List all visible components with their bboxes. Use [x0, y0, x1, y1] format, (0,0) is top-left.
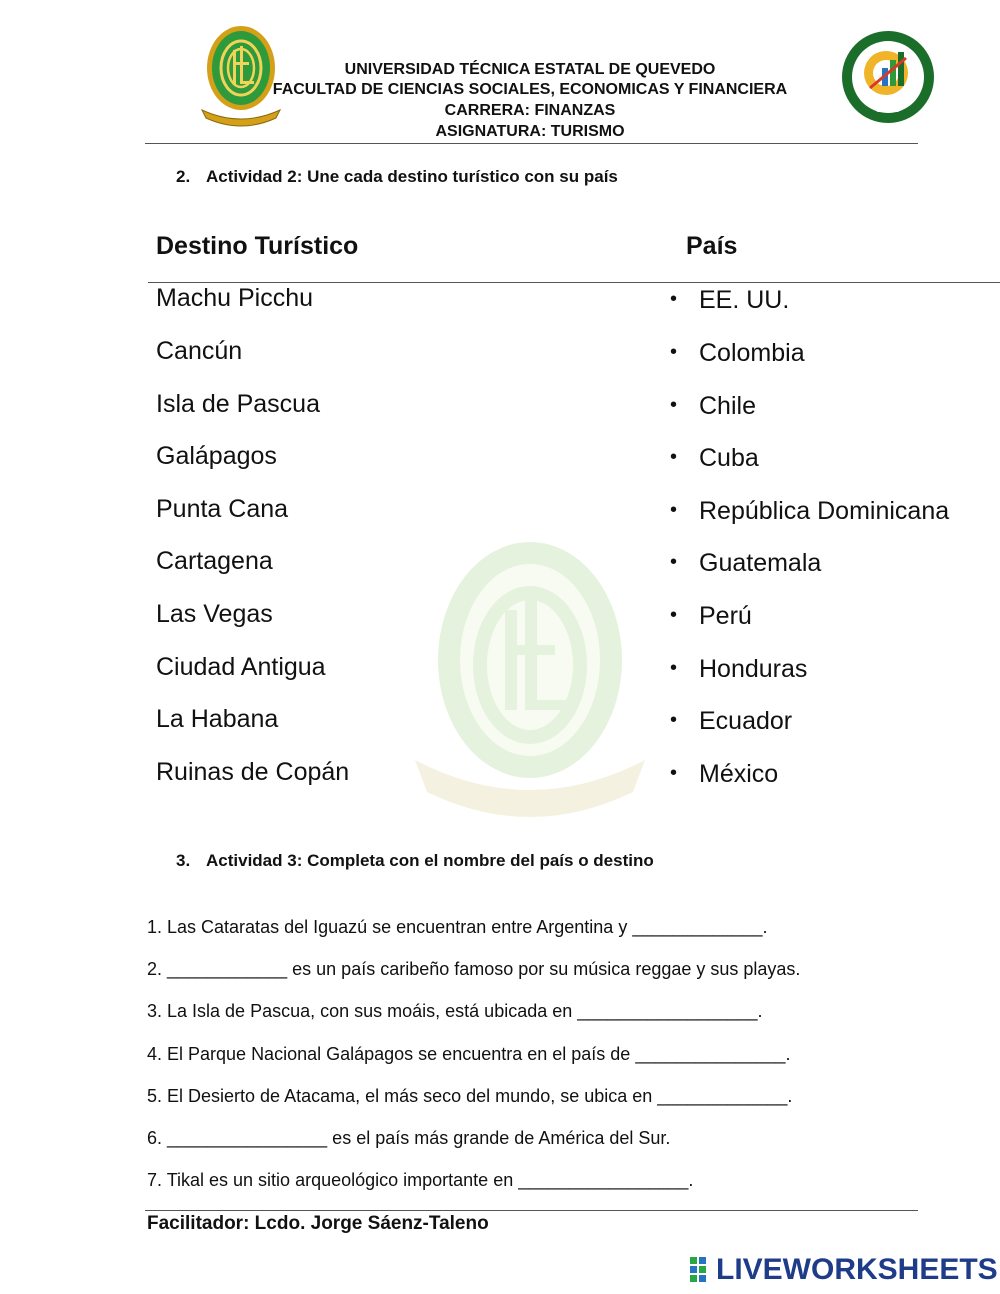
- facilitator-name: Facilitador: Lcdo. Jorge Sáenz-Taleno: [147, 1213, 489, 1234]
- destination-item[interactable]: La Habana: [156, 705, 279, 733]
- fill-in-sentence[interactable]: 1. Las Cataratas del Iguazú se encuentran entre Argentina y _____________.: [147, 917, 768, 937]
- country-label: Perú: [699, 602, 752, 630]
- destination-item[interactable]: Ruinas de Copán: [156, 758, 350, 786]
- fill-in-sentence[interactable]: 4. El Parque Nacional Galápagos se encuentra en el país de _______________.: [147, 1044, 791, 1064]
- country-label: Guatemala: [699, 549, 822, 577]
- country-item[interactable]: [670, 497, 949, 526]
- destination-item[interactable]: Cartagena: [156, 547, 273, 575]
- watermark-seal: [405, 530, 655, 830]
- destination-item[interactable]: Las Vegas: [156, 600, 273, 628]
- fill-in-sentence[interactable]: 5. El Desierto de Atacama, el más seco del mundo, se ubica en _____________.: [147, 1086, 793, 1106]
- bullet-icon: •: [670, 288, 678, 310]
- subject-name: ASIGNATURA: TURISMO: [435, 123, 625, 140]
- destination-column-header: Destino Turístico: [156, 232, 359, 260]
- fill-in-sentence[interactable]: 6. ________________ es el país más grande de América del Sur.: [147, 1128, 671, 1148]
- fill-in-sentence[interactable]: 7. Tikal es un sitio arqueológico importante en _________________.: [147, 1170, 694, 1190]
- bullet-icon: •: [670, 394, 678, 416]
- header-divider: [145, 143, 918, 144]
- country-item[interactable]: [670, 444, 759, 473]
- faculty-name: FACULTAD DE CIENCIAS SOCIALES, ECONOMICAS Y FINANCIERA: [272, 81, 788, 98]
- country-label: República Dominicana: [699, 497, 950, 525]
- country-item[interactable]: [670, 707, 792, 736]
- logo-caption: UTEO: [875, 104, 901, 114]
- country-item[interactable]: [670, 602, 752, 631]
- bullet-icon: •: [670, 341, 678, 363]
- country-label: Honduras: [699, 655, 808, 683]
- bullet-icon: •: [670, 551, 678, 573]
- destination-item[interactable]: Punta Cana: [156, 495, 289, 523]
- destination-item[interactable]: Ciudad Antigua: [156, 653, 326, 681]
- country-item[interactable]: [670, 392, 756, 421]
- liveworksheets-brand: [690, 1250, 998, 1290]
- fill-in-sentence[interactable]: 2. ____________ es un país caribeño famoso por su música reggae y sus playas.: [147, 959, 801, 979]
- country-item[interactable]: [670, 760, 778, 789]
- country-item[interactable]: [670, 286, 789, 315]
- country-label: Chile: [699, 392, 756, 420]
- destination-item[interactable]: Galápagos: [156, 442, 277, 470]
- bullet-icon: •: [670, 499, 678, 521]
- activity3-title: [176, 851, 654, 871]
- country-label: Colombia: [699, 339, 805, 367]
- country-label: México: [699, 760, 779, 788]
- table-header-divider: [148, 282, 1000, 283]
- country-item[interactable]: [670, 655, 807, 684]
- bullet-icon: •: [670, 762, 678, 784]
- destination-item[interactable]: Cancún: [156, 337, 243, 365]
- footer-divider: [145, 1210, 918, 1211]
- activity2-title-text: Actividad 2: Une cada destino turístico con su país: [206, 167, 618, 186]
- country-item[interactable]: [670, 339, 805, 368]
- activity3-number: 3.: [176, 851, 191, 870]
- bullet-icon: •: [670, 604, 678, 626]
- activity2-title: [176, 167, 618, 187]
- country-column-header: País: [686, 232, 738, 260]
- bullet-icon: •: [670, 446, 678, 468]
- university-name: UNIVERSIDAD TÉCNICA ESTATAL DE QUEVEDO: [344, 61, 716, 78]
- liveworksheets-logo-icon: [690, 1257, 716, 1283]
- fill-in-sentence[interactable]: 3. La Isla de Pascua, con sus moáis, está ubicada en __________________.: [147, 1001, 763, 1021]
- activity3-title-text: Actividad 3: Completa con el nombre del país o destino: [206, 851, 654, 870]
- country-item[interactable]: [670, 549, 821, 578]
- destination-item[interactable]: Isla de Pascua: [156, 390, 320, 418]
- bullet-icon: •: [670, 657, 678, 679]
- destination-item[interactable]: Machu Picchu: [156, 284, 314, 312]
- career-name: CARRERA: FINANZAS: [444, 102, 616, 119]
- bullet-icon: •: [670, 709, 678, 731]
- country-label: EE. UU.: [699, 286, 790, 314]
- brand-name: LIVEWORKSHEETS: [716, 1253, 998, 1286]
- country-label: Cuba: [699, 444, 759, 472]
- activity2-number: 2.: [176, 167, 191, 186]
- country-label: Ecuador: [699, 707, 793, 735]
